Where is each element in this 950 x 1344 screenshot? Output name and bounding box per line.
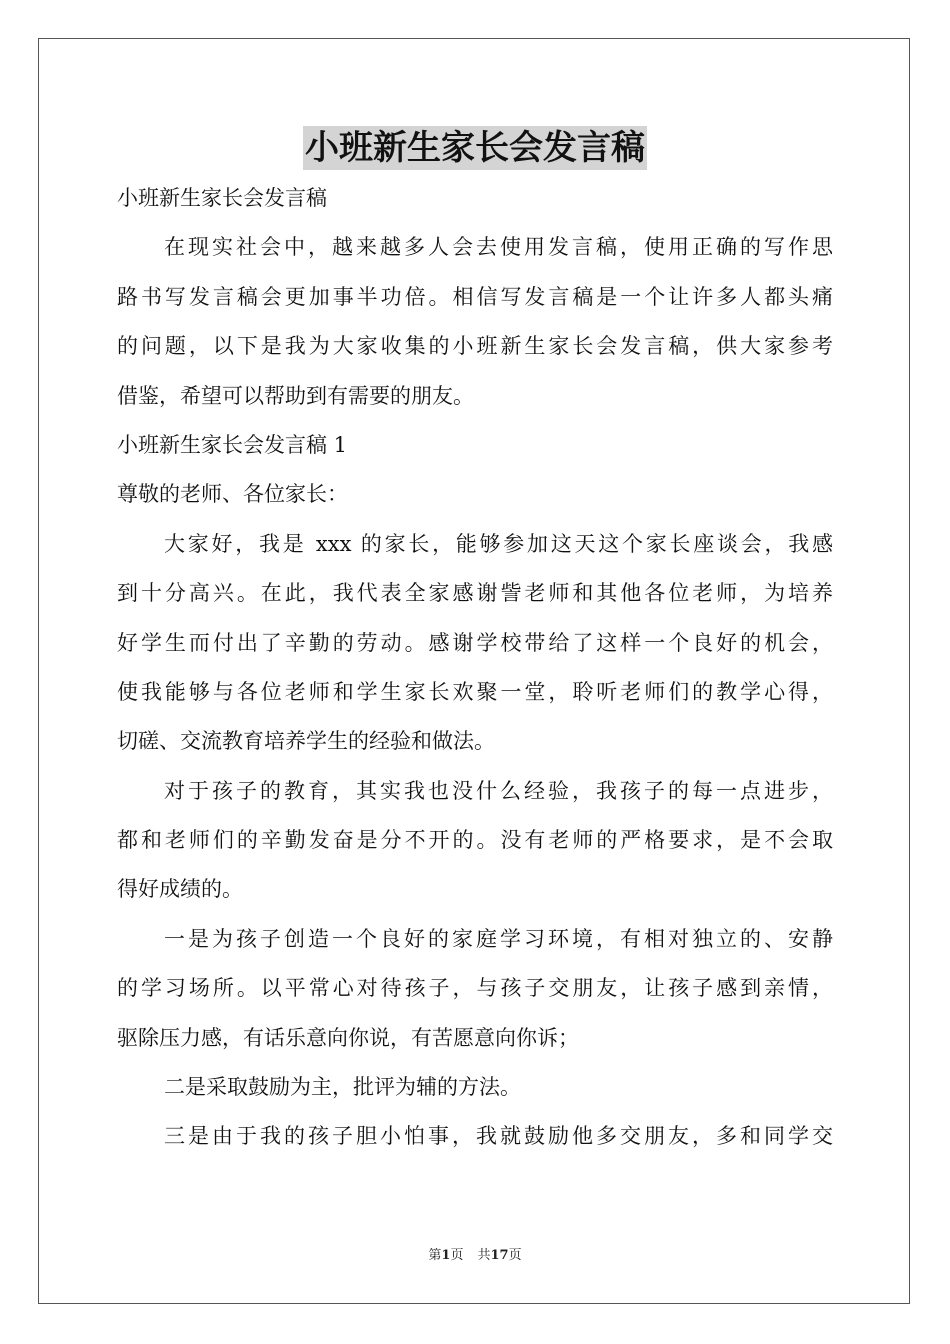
text-line: 到十分高兴。在此，我代表全家感谢訾老师和其他各位老师，为培养 <box>117 581 833 606</box>
text-line: 的问题，以下是我为大家收集的小班新生家长会发言稿，供大家参考 <box>117 334 833 359</box>
text-line: 二是采取鼓励为主，批评为辅的方法。 <box>164 1075 521 1100</box>
page-label-prefix: 第 <box>428 1248 442 1263</box>
text-line: 小班新生家长会发言稿 1 <box>117 432 348 457</box>
total-label-suffix: 页 <box>508 1248 522 1263</box>
text-line: 使我能够与各位老师和学生家长欢聚一堂，聆听老师们的教学心得， <box>117 679 833 704</box>
text-line: 路书写发言稿会更加事半功倍。相信写发言稿是一个让许多人都头痛 <box>117 284 833 309</box>
total-page-number: 17 <box>490 1248 509 1263</box>
text-line: 得好成绩的。 <box>117 877 243 902</box>
text-line: 大家好，我是 xxx 的家长，能够参加这天这个家长座谈会，我感 <box>164 531 833 556</box>
text-line: 切磋、交流教育培养学生的经验和做法。 <box>117 729 495 754</box>
text-line: 尊敬的老师、各位家长： <box>117 482 348 507</box>
total-label-prefix: 共 <box>477 1248 491 1263</box>
text-line: 一是为孩子创造一个良好的家庭学习环境，有相对独立的、安静 <box>164 926 833 951</box>
title-container <box>0 126 950 170</box>
text-line: 在现实社会中，越来越多人会去使用发言稿，使用正确的写作思 <box>164 235 833 260</box>
text-line: 借鉴，希望可以帮助到有需要的朋友。 <box>117 383 474 408</box>
text-line: 小班新生家长会发言稿 <box>117 186 327 210</box>
page-label-suffix: 页 <box>450 1248 464 1263</box>
text-line: 的学习场所。以平常心对待孩子，与孩子交朋友，让孩子感到亲情， <box>117 976 833 1001</box>
current-page-number: 1 <box>441 1248 451 1263</box>
text-line: 驱除压力感，有话乐意向你说，有苦愿意向你诉； <box>117 1025 579 1050</box>
document-body <box>117 174 833 1162</box>
text-line: 对于孩子的教育，其实我也没什么经验，我孩子的每一点进步， <box>164 778 833 803</box>
text-line: 都和老师们的辛勤发奋是分不开的。没有老师的严格要求，是不会取 <box>117 828 833 853</box>
text-line: 三是由于我的孩子胆小怕事，我就鼓励他多交朋友，多和同学交 <box>164 1124 833 1149</box>
text-line: 好学生而付出了辛勤的劳动。感谢学校带给了这样一个良好的机会， <box>117 630 833 655</box>
page-footer <box>0 1247 950 1265</box>
document-title: 小班新生家长会发言稿 <box>305 128 645 168</box>
